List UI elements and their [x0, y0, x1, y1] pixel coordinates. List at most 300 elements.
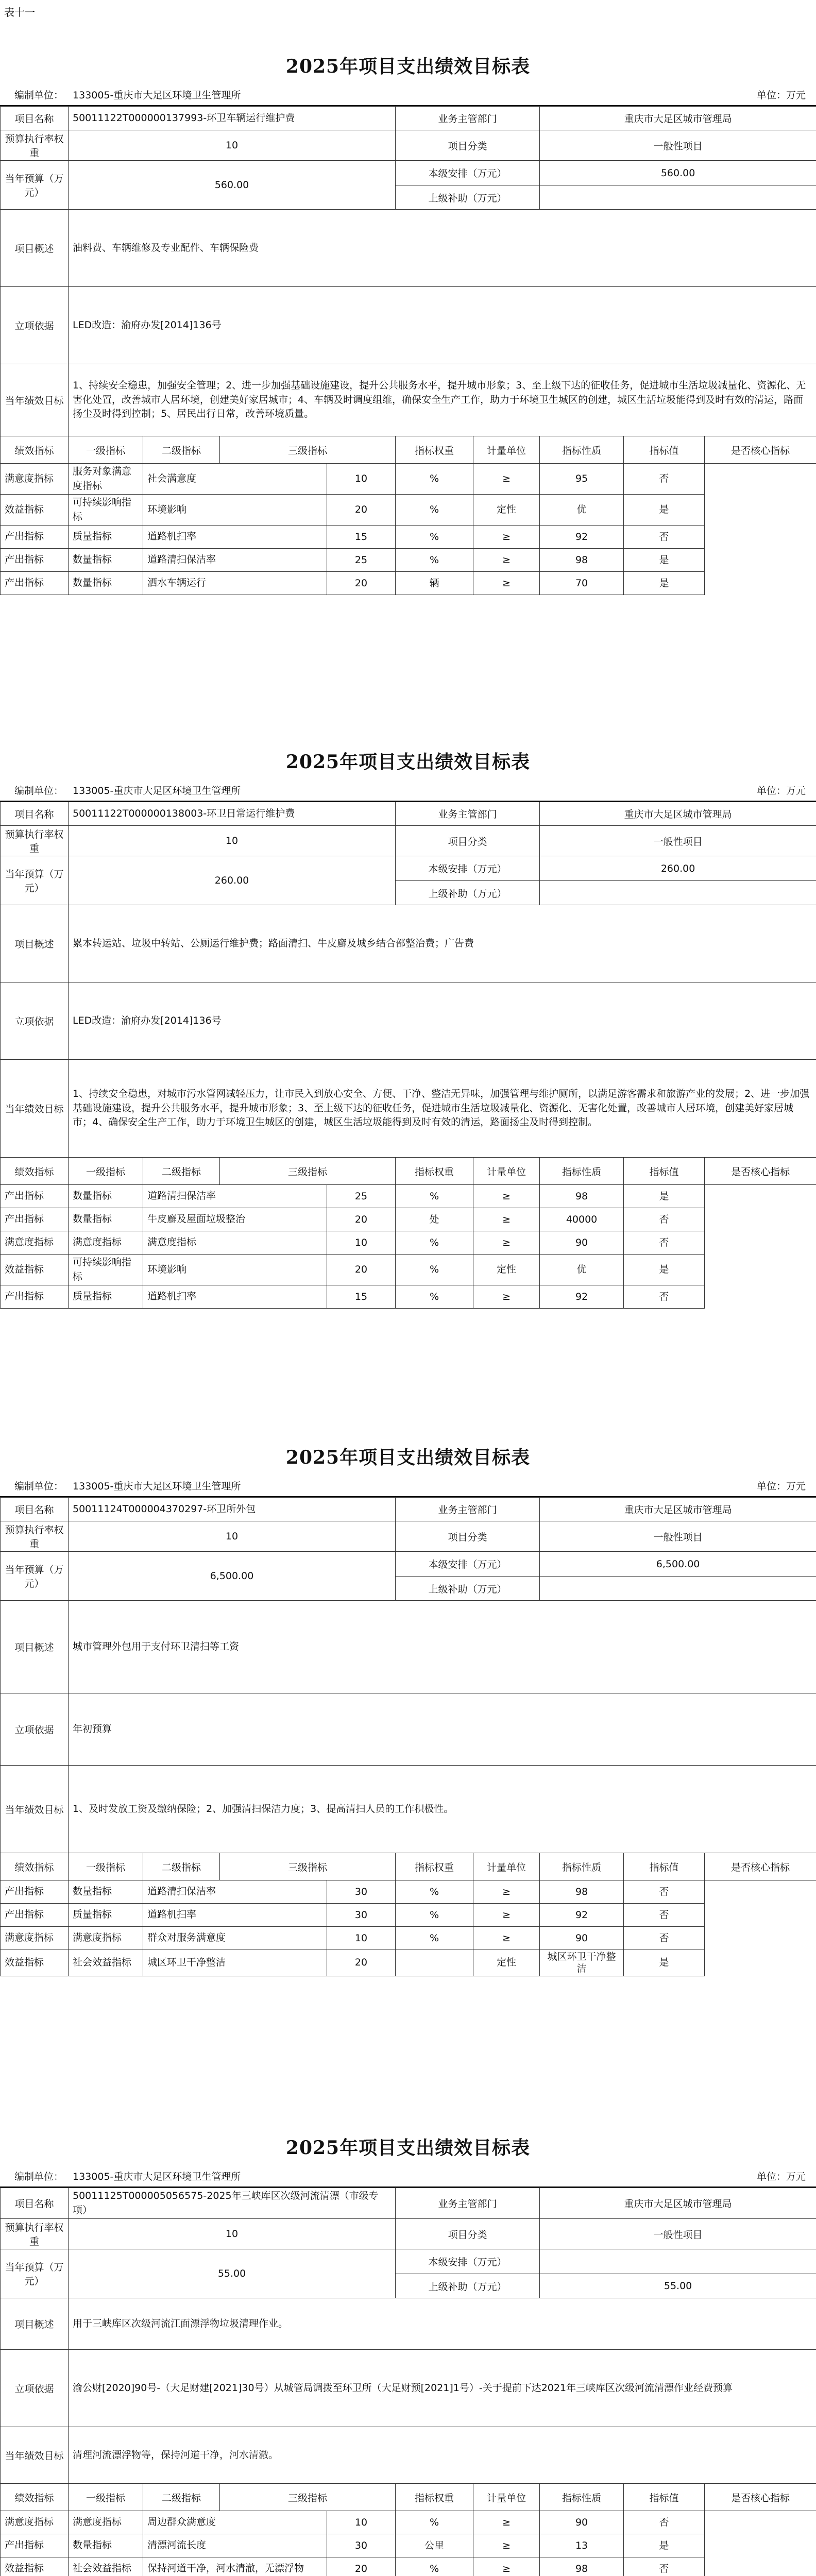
indicator-weight: 10 — [327, 1927, 396, 1950]
indicator-weight: 20 — [327, 572, 396, 595]
project-name: 50011122T000000138003-环卫日常运行维护费 — [69, 802, 396, 826]
weight-label: 预算执行率权重 — [1, 826, 69, 856]
annual-goal: 1、持续安全稳患，加强安全管理；2、进一步加强基础设施建设，提升公共服务水平，提升城市形象；3、至上级下达的征收任务，促进城市生活垃圾减量化、资源化、无害化处置，改善城市人居环境，创建美好家居城市；4、车辆及时调度组维，确保安全生产工作，助力于环境卫生城区的创建，城区生活垃圾能得到及时有效的清运，路面扬尘及时得到控制；5、居民出行日常，改善环境质量。 — [69, 364, 816, 436]
indicator-level2: 质量指标 — [69, 1904, 143, 1927]
indicator-core: 否 — [624, 1927, 705, 1950]
self-funds-label: 本级安排（万元） — [396, 2249, 540, 2274]
indicator-value: 92 — [540, 526, 624, 549]
weight-label: 预算执行率权重 — [1, 130, 69, 161]
indicator-level3: 周边群众满意度 — [143, 2511, 327, 2534]
overview-label: 项目概述 — [1, 210, 69, 287]
col-value: 指标值 — [624, 1853, 705, 1880]
indicator-nature: ≥ — [473, 1927, 540, 1950]
dept-label: 业务主管部门 — [396, 1498, 540, 1521]
target-table — [0, 1497, 816, 1976]
indicator-value: 90 — [540, 1231, 624, 1255]
indicator-row — [1, 495, 816, 526]
money-unit-label: 单位： — [756, 89, 786, 101]
project-overview: 累本转运站、垃圾中转站、公厕运行维护费；路面清扫、牛皮廯及城乡结合部整治费；广告费 — [69, 905, 816, 982]
indicator-unit: 辆 — [396, 572, 473, 595]
indicator-level1: 效益指标 — [1, 1255, 69, 1285]
indicator-level3: 城区环卫干净整洁 — [143, 1950, 327, 1976]
indicator-unit: % — [396, 2511, 473, 2534]
sheet-title: 2025年项目支出绩效目标表 — [285, 2137, 531, 2159]
col-core: 是否核心指标 — [705, 436, 816, 464]
indicator-row — [1, 1208, 816, 1231]
col-unit: 计量单位 — [473, 2484, 540, 2511]
indicator-row — [1, 1927, 816, 1950]
indicator-nature: ≥ — [473, 1285, 540, 1309]
indicator-level1: 效益指标 — [1, 1950, 69, 1976]
project-basis: 年初预算 — [69, 1693, 816, 1766]
indicator-label: 绩效指标 — [1, 1158, 69, 1185]
indicator-value: 98 — [540, 549, 624, 572]
budget-value: 55.00 — [69, 2249, 396, 2298]
indicator-row — [1, 2534, 816, 2557]
indicator-nature: ≥ — [473, 1208, 540, 1231]
indicator-level1: 产出指标 — [1, 526, 69, 549]
indicator-core: 是 — [624, 1185, 705, 1208]
indicator-level2: 数量指标 — [69, 572, 143, 595]
indicator-level2: 社会效益指标 — [69, 2557, 143, 2576]
indicator-label: 绩效指标 — [1, 1853, 69, 1880]
project-basis: 渝公财[2020]90号-（大足财建[2021]30号）从城管局调拨至环卫所（大足财预[2021]1号）-关于提前下达2021年三峡库区次级河流清漂作业经费预算 — [69, 2350, 816, 2427]
project-name-label: 项目名称 — [1, 2188, 69, 2219]
indicator-value: 90 — [540, 2511, 624, 2534]
indicator-core: 是 — [624, 495, 705, 526]
indicator-value: 城区环卫干净整洁 — [540, 1950, 624, 1976]
indicator-level1: 产出指标 — [1, 1208, 69, 1231]
indicator-unit: % — [396, 549, 473, 572]
indicator-unit: % — [396, 495, 473, 526]
indicator-row — [1, 1880, 816, 1904]
indicator-weight: 20 — [327, 1950, 396, 1976]
basis-label: 立项依据 — [1, 2350, 69, 2427]
indicator-level1: 产出指标 — [1, 1285, 69, 1309]
col-level3: 三级指标 — [220, 1158, 396, 1185]
indicator-value: 90 — [540, 1927, 624, 1950]
indicator-weight: 20 — [327, 495, 396, 526]
indicator-level1: 满意度指标 — [1, 1927, 69, 1950]
indicator-value: 92 — [540, 1285, 624, 1309]
goal-label: 当年绩效目标 — [1, 1060, 69, 1158]
indicator-level3: 道路机扫率 — [143, 526, 327, 549]
compiling-unit: 133005-重庆市大足区环境卫生管理所 — [73, 785, 241, 796]
indicator-level1: 产出指标 — [1, 549, 69, 572]
indicator-unit — [396, 1950, 473, 1976]
sheet-meta — [0, 83, 816, 106]
indicator-level3: 道路清扫保洁率 — [143, 549, 327, 572]
indicator-value: 92 — [540, 1904, 624, 1927]
indicator-level3: 环境影响 — [143, 1255, 327, 1285]
indicator-level1: 产出指标 — [1, 1880, 69, 1904]
money-unit: 万元 — [786, 2171, 806, 2182]
indicator-level1: 满意度指标 — [1, 464, 69, 495]
upper-funds-label: 上级补助（万元） — [396, 2274, 540, 2298]
indicator-level2: 数量指标 — [69, 1208, 143, 1231]
self-funds-value: 560.00 — [540, 161, 816, 185]
indicator-level1: 产出指标 — [1, 2534, 69, 2557]
indicator-nature: ≥ — [473, 2534, 540, 2557]
col-level3: 三级指标 — [220, 436, 396, 464]
indicator-unit: 公里 — [396, 2534, 473, 2557]
indicator-value: 98 — [540, 1880, 624, 1904]
money-unit-label: 单位： — [756, 2171, 786, 2182]
indicator-row — [1, 1255, 816, 1285]
indicator-row — [1, 1231, 816, 1255]
col-unit: 计量单位 — [473, 1158, 540, 1185]
indicator-level3: 牛皮廯及屋面垃圾整治 — [143, 1208, 327, 1231]
annual-goal: 1、及时发放工资及缴纳保险；2、加强清扫保洁力度；3、提高清扫人员的工作积极性。 — [69, 1766, 816, 1853]
col-level2: 二级指标 — [143, 2484, 220, 2511]
indicator-row — [1, 1904, 816, 1927]
compiling-unit: 133005-重庆市大足区环境卫生管理所 — [73, 1480, 241, 1492]
indicator-level3: 保持河道干净，河水清澈，无漂浮物 — [143, 2557, 327, 2576]
unit-prefix-label: 编制单位： — [14, 89, 64, 101]
indicator-level1: 效益指标 — [1, 2557, 69, 2576]
self-funds-label: 本级安排（万元） — [396, 161, 540, 185]
col-level1: 一级指标 — [69, 1158, 143, 1185]
sheet-title: 2025年项目支出绩效目标表 — [285, 1446, 531, 1468]
indicator-level2: 可持续影响指标 — [69, 1255, 143, 1285]
dept-value: 重庆市大足区城市管理局 — [540, 2188, 816, 2219]
col-core: 是否核心指标 — [705, 2484, 816, 2511]
indicator-level1: 产出指标 — [1, 1904, 69, 1927]
indicator-level3: 清漂河流长度 — [143, 2534, 327, 2557]
budget-label: 当年预算（万元） — [1, 856, 69, 905]
category-label: 项目分类 — [396, 130, 540, 161]
goal-label: 当年绩效目标 — [1, 364, 69, 436]
goal-label: 当年绩效目标 — [1, 2427, 69, 2484]
col-level3: 三级指标 — [220, 1853, 396, 1880]
indicator-row — [1, 464, 816, 495]
compiling-unit: 133005-重庆市大足区环境卫生管理所 — [73, 2171, 241, 2182]
indicator-weight: 15 — [327, 526, 396, 549]
upper-funds-label: 上级补助（万元） — [396, 1577, 540, 1601]
indicator-weight: 10 — [327, 1231, 396, 1255]
indicator-level3: 道路清扫保洁率 — [143, 1880, 327, 1904]
money-unit: 万元 — [786, 1480, 806, 1492]
col-unit: 计量单位 — [473, 1853, 540, 1880]
money-unit: 万元 — [786, 785, 806, 796]
page-label: 表十一 — [4, 6, 35, 19]
weight-label: 预算执行率权重 — [1, 1521, 69, 1552]
indicator-weight: 25 — [327, 549, 396, 572]
indicator-level3: 社会满意度 — [143, 464, 327, 495]
indicator-core: 否 — [624, 1231, 705, 1255]
indicator-nature: ≥ — [473, 549, 540, 572]
performance-target-sheet — [0, 742, 816, 1309]
dept-value: 重庆市大足区城市管理局 — [540, 107, 816, 130]
indicator-level3: 洒水车辆运行 — [143, 572, 327, 595]
col-weight: 指标权重 — [396, 1158, 473, 1185]
self-funds-label: 本级安排（万元） — [396, 1552, 540, 1577]
weight-label: 预算执行率权重 — [1, 2219, 69, 2249]
indicator-level3: 道路机扫率 — [143, 1285, 327, 1309]
target-table — [0, 802, 816, 1309]
col-weight: 指标权重 — [396, 2484, 473, 2511]
indicator-level1: 效益指标 — [1, 495, 69, 526]
indicator-level1: 满意度指标 — [1, 1231, 69, 1255]
indicator-level2: 满意度指标 — [69, 1927, 143, 1950]
indicator-core: 否 — [624, 464, 705, 495]
indicator-core: 是 — [624, 1950, 705, 1976]
money-unit-label: 单位： — [756, 785, 786, 796]
indicator-level1: 产出指标 — [1, 1185, 69, 1208]
indicator-nature: ≥ — [473, 1880, 540, 1904]
col-nature: 指标性质 — [540, 2484, 624, 2511]
category-label: 项目分类 — [396, 1521, 540, 1552]
col-weight: 指标权重 — [396, 436, 473, 464]
indicator-nature: ≥ — [473, 1904, 540, 1927]
budget-value: 6,500.00 — [69, 1552, 396, 1601]
unit-prefix-label: 编制单位： — [14, 785, 64, 796]
weight-value: 10 — [69, 2219, 396, 2249]
performance-target-sheet — [0, 1437, 816, 1976]
indicator-nature: ≥ — [473, 526, 540, 549]
budget-label: 当年预算（万元） — [1, 2249, 69, 2298]
basis-label: 立项依据 — [1, 287, 69, 364]
sheet-meta — [0, 2165, 816, 2188]
indicator-row — [1, 1185, 816, 1208]
indicator-value: 98 — [540, 1185, 624, 1208]
project-basis: LED改造：渝府办发[2014]136号 — [69, 982, 816, 1060]
indicator-core: 否 — [624, 1285, 705, 1309]
indicator-core: 是 — [624, 572, 705, 595]
indicator-weight: 20 — [327, 2557, 396, 2576]
indicator-row — [1, 2511, 816, 2534]
indicator-core: 是 — [624, 549, 705, 572]
indicator-value: 13 — [540, 2534, 624, 2557]
indicator-weight: 20 — [327, 1255, 396, 1285]
indicator-level2: 满意度指标 — [69, 2511, 143, 2534]
indicator-unit: % — [396, 1255, 473, 1285]
category-value: 一般性项目 — [540, 2219, 816, 2249]
indicator-core: 否 — [624, 1904, 705, 1927]
indicator-level2: 数量指标 — [69, 1185, 143, 1208]
self-funds-label: 本级安排（万元） — [396, 856, 540, 881]
category-value: 一般性项目 — [540, 826, 816, 856]
indicator-unit: % — [396, 1880, 473, 1904]
upper-funds-value — [540, 185, 816, 210]
indicator-value: 优 — [540, 495, 624, 526]
indicator-value: 70 — [540, 572, 624, 595]
budget-value: 260.00 — [69, 856, 396, 905]
indicator-level2: 可持续影响指标 — [69, 495, 143, 526]
indicator-unit: % — [396, 464, 473, 495]
indicator-value: 98 — [540, 2557, 624, 2576]
annual-goal: 清理河流漂浮物等，保持河道干净，河水清澈。 — [69, 2427, 816, 2484]
col-level2: 二级指标 — [143, 1853, 220, 1880]
performance-target-sheet — [0, 46, 816, 595]
indicator-unit: 处 — [396, 1208, 473, 1231]
budget-value: 560.00 — [69, 161, 396, 210]
compiling-unit: 133005-重庆市大足区环境卫生管理所 — [73, 89, 241, 101]
project-name: 50011125T000005056575-2025年三峡库区次级河流清漂（市级专项） — [69, 2188, 396, 2219]
category-label: 项目分类 — [396, 826, 540, 856]
indicator-weight: 10 — [327, 464, 396, 495]
project-basis: LED改造：渝府办发[2014]136号 — [69, 287, 816, 364]
indicator-nature: ≥ — [473, 2511, 540, 2534]
col-nature: 指标性质 — [540, 1158, 624, 1185]
upper-funds-label: 上级补助（万元） — [396, 185, 540, 210]
col-level2: 二级指标 — [143, 1158, 220, 1185]
indicator-label: 绩效指标 — [1, 2484, 69, 2511]
indicator-value: 优 — [540, 1255, 624, 1285]
indicator-level1: 满意度指标 — [1, 2511, 69, 2534]
unit-prefix-label: 编制单位： — [14, 2171, 64, 2182]
indicator-label: 绩效指标 — [1, 436, 69, 464]
indicator-row — [1, 1950, 816, 1976]
dept-label: 业务主管部门 — [396, 2188, 540, 2219]
project-overview: 用于三峡库区次级河流江面漂浮物垃圾清理作业。 — [69, 2298, 816, 2350]
indicator-level3: 满意度指标 — [143, 1231, 327, 1255]
target-table — [0, 2188, 816, 2576]
indicator-level3: 道路机扫率 — [143, 1904, 327, 1927]
indicator-unit: % — [396, 1927, 473, 1950]
indicator-level2: 数量指标 — [69, 2534, 143, 2557]
indicator-nature: 定性 — [473, 1255, 540, 1285]
col-level1: 一级指标 — [69, 2484, 143, 2511]
sheet-meta — [0, 1475, 816, 1497]
indicator-row — [1, 549, 816, 572]
category-label: 项目分类 — [396, 2219, 540, 2249]
category-value: 一般性项目 — [540, 1521, 816, 1552]
indicator-nature: 定性 — [473, 495, 540, 526]
indicator-weight: 30 — [327, 1880, 396, 1904]
indicator-row — [1, 526, 816, 549]
indicator-unit: % — [396, 526, 473, 549]
upper-funds-label: 上级补助（万元） — [396, 881, 540, 905]
indicator-level2: 质量指标 — [69, 1285, 143, 1309]
indicator-core: 是 — [624, 1255, 705, 1285]
indicator-weight: 25 — [327, 1185, 396, 1208]
project-name: 50011122T000000137993-环卫车辆运行维护费 — [69, 107, 396, 130]
self-funds-value: 6,500.00 — [540, 1552, 816, 1577]
dept-label: 业务主管部门 — [396, 802, 540, 826]
dept-value: 重庆市大足区城市管理局 — [540, 1498, 816, 1521]
indicator-value: 40000 — [540, 1208, 624, 1231]
indicator-unit: % — [396, 1904, 473, 1927]
indicator-level1: 产出指标 — [1, 572, 69, 595]
overview-label: 项目概述 — [1, 905, 69, 982]
upper-funds-value — [540, 1577, 816, 1601]
sheet-title: 2025年项目支出绩效目标表 — [285, 751, 531, 773]
col-core: 是否核心指标 — [705, 1853, 816, 1880]
project-overview: 城市管理外包用于支付环卫清扫等工资 — [69, 1601, 816, 1693]
indicator-unit: % — [396, 1185, 473, 1208]
indicator-level2: 质量指标 — [69, 526, 143, 549]
col-level2: 二级指标 — [143, 436, 220, 464]
col-unit: 计量单位 — [473, 436, 540, 464]
indicator-unit: % — [396, 1285, 473, 1309]
indicator-nature: ≥ — [473, 2557, 540, 2576]
upper-funds-value — [540, 881, 816, 905]
indicator-nature: ≥ — [473, 464, 540, 495]
overview-label: 项目概述 — [1, 1601, 69, 1693]
indicator-unit: % — [396, 1231, 473, 1255]
indicator-level2: 数量指标 — [69, 1880, 143, 1904]
indicator-level2: 数量指标 — [69, 549, 143, 572]
col-value: 指标值 — [624, 436, 705, 464]
col-level1: 一级指标 — [69, 1853, 143, 1880]
category-value: 一般性项目 — [540, 130, 816, 161]
dept-label: 业务主管部门 — [396, 107, 540, 130]
project-name: 50011124T000004370297-环卫所外包 — [69, 1498, 396, 1521]
weight-value: 10 — [69, 826, 396, 856]
indicator-weight: 10 — [327, 2511, 396, 2534]
indicator-core: 否 — [624, 1208, 705, 1231]
sheet-meta — [0, 779, 816, 802]
basis-label: 立项依据 — [1, 1693, 69, 1766]
indicator-row — [1, 2557, 816, 2576]
performance-target-sheet — [0, 2128, 816, 2576]
indicator-level2: 社会效益指标 — [69, 1950, 143, 1976]
budget-label: 当年预算（万元） — [1, 161, 69, 210]
indicator-unit: % — [396, 2557, 473, 2576]
indicator-level3: 群众对服务满意度 — [143, 1927, 327, 1950]
indicator-row — [1, 572, 816, 595]
indicator-nature: ≥ — [473, 1185, 540, 1208]
money-unit: 万元 — [786, 89, 806, 101]
indicator-value: 95 — [540, 464, 624, 495]
unit-prefix-label: 编制单位： — [14, 1480, 64, 1492]
indicator-weight: 30 — [327, 2534, 396, 2557]
indicator-core: 否 — [624, 1880, 705, 1904]
basis-label: 立项依据 — [1, 982, 69, 1060]
self-funds-value — [540, 2249, 816, 2274]
indicator-weight: 15 — [327, 1285, 396, 1309]
indicator-core: 否 — [624, 526, 705, 549]
indicator-nature: 定性 — [473, 1950, 540, 1976]
indicator-level3: 道路清扫保洁率 — [143, 1185, 327, 1208]
self-funds-value: 260.00 — [540, 856, 816, 881]
sheet-title: 2025年项目支出绩效目标表 — [285, 55, 531, 77]
weight-value: 10 — [69, 130, 396, 161]
indicator-weight: 20 — [327, 1208, 396, 1231]
annual-goal: 1、持续安全稳患，对城市污水管网减轻压力，让市民入到放心安全、方便、干净、整洁无异味，加强管理与维护厕所，以满足游客需求和旅游产业的发展；2、进一步加强基础设施建设，提升公共服务水平，提升城市形象；3、至上级下达的征收任务，促进城市生活垃圾减量化、资源化、无害化处置，改善城市人居环境，创建美好家居城市；4、确保安全生产工作，助力于环境卫生城区的创建，城区生活垃圾能得到及时有效的清运，路面扬尘及时得到控制。 — [69, 1060, 816, 1158]
goal-label: 当年绩效目标 — [1, 1766, 69, 1853]
overview-label: 项目概述 — [1, 2298, 69, 2350]
indicator-core: 否 — [624, 2557, 705, 2576]
indicator-core: 否 — [624, 2511, 705, 2534]
upper-funds-value: 55.00 — [540, 2274, 816, 2298]
indicator-nature: ≥ — [473, 1231, 540, 1255]
project-name-label: 项目名称 — [1, 107, 69, 130]
budget-label: 当年预算（万元） — [1, 1552, 69, 1601]
project-overview: 油料费、车辆维修及专业配件、车辆保险费 — [69, 210, 816, 287]
indicator-level2: 服务对象满意度指标 — [69, 464, 143, 495]
project-name-label: 项目名称 — [1, 1498, 69, 1521]
project-name-label: 项目名称 — [1, 802, 69, 826]
col-level1: 一级指标 — [69, 436, 143, 464]
col-core: 是否核心指标 — [705, 1158, 816, 1185]
col-value: 指标值 — [624, 1158, 705, 1185]
money-unit-label: 单位： — [756, 1480, 786, 1492]
dept-value: 重庆市大足区城市管理局 — [540, 802, 816, 826]
weight-value: 10 — [69, 1521, 396, 1552]
indicator-row — [1, 1285, 816, 1309]
col-value: 指标值 — [624, 2484, 705, 2511]
indicator-nature: ≥ — [473, 572, 540, 595]
col-nature: 指标性质 — [540, 1853, 624, 1880]
target-table — [0, 106, 816, 595]
col-nature: 指标性质 — [540, 436, 624, 464]
indicator-core: 是 — [624, 2534, 705, 2557]
col-weight: 指标权重 — [396, 1853, 473, 1880]
col-level3: 三级指标 — [220, 2484, 396, 2511]
indicator-weight: 30 — [327, 1904, 396, 1927]
